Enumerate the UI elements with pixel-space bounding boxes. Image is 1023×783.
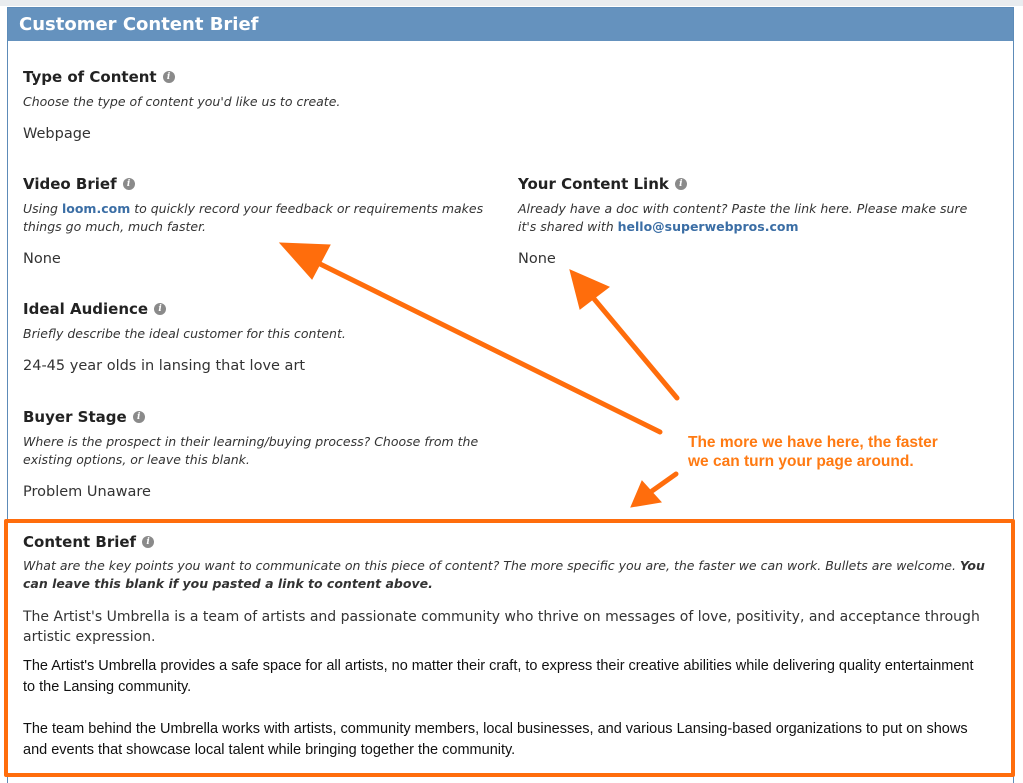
buyer-stage-hint: Where is the prospect in their learning/buying process? Choose from the existing options, or leave this blank. [23,434,479,467]
content-link-title: Your Content Link [518,175,669,193]
ideal-audience-value[interactable]: 24-45 year olds in lansing that love art [23,358,306,374]
info-icon[interactable]: i [142,536,154,548]
annotation-line-1: The more we have here, the faster [688,434,938,451]
video-brief-hint-suffix: to quickly record your feedback or requirements makes things go much, much faster. [23,201,484,234]
arrow-head-content-link [570,270,609,309]
arrow-to-video-brief [312,260,660,432]
content-brief-hint-text: What are the key points you want to communicate on this piece of content? The more specific you are, the faster we can work. Bullets are welcome. [23,558,960,573]
annotation-callout [688,433,978,471]
info-icon[interactable]: i [133,411,145,423]
type-of-content-hint: Choose the type of content you'd like us to create. [23,94,341,109]
buyer-stage-title: Buyer Stage [23,408,127,426]
type-of-content-value[interactable]: Webpage [23,126,91,142]
content-link-value[interactable]: None [518,251,556,267]
content-brief-paragraph: The team behind the Umbrella works with artists, community members, local businesses, and various Lansing-based organizations to put on shows and events that showcase local talent while bringing together the community. [23,721,968,758]
content-brief-title: Content Brief [23,533,137,551]
video-brief-hint-prefix: Using [23,201,62,216]
type-of-content-title: Type of Content [23,68,157,86]
info-icon[interactable]: i [163,71,175,83]
arrow-head-video-brief [280,243,330,279]
content-brief-hint-bold: You can leave this blank if you pasted a link to content above. [23,558,985,591]
email-link[interactable]: hello@superwebpros.com [617,219,799,234]
annotation-line-2: we can turn your page around. [688,453,914,470]
content-brief-paragraph: The Artist's Umbrella is a team of artists and passionate community who thrive on messages of love, positivity, and acceptance through artistic expression. [23,609,980,645]
info-icon[interactable]: i [123,178,135,190]
ideal-audience-hint: Briefly describe the ideal customer for this content. [23,326,346,341]
arrow-to-content-link [590,294,677,398]
info-icon[interactable]: i [675,178,687,190]
loom-link[interactable]: loom.com [61,201,131,216]
ideal-audience-title: Ideal Audience [23,300,149,318]
buyer-stage-value[interactable]: Problem Unaware [23,484,151,500]
arrow-to-content-brief [652,474,676,491]
info-icon[interactable]: i [154,303,166,315]
content-brief-paragraph: The Artist's Umbrella provides a safe space for all artists, no matter their craft, to express their creative abilities while delivering quality entertainment to the Lansing community. [23,658,974,695]
panel-title: Customer Content Brief [8,8,1013,41]
video-brief-value[interactable]: None [23,251,61,267]
content-link-hint-prefix: Already have a doc with content? Paste the link here. Please make sure it's shared with [518,201,968,234]
video-brief-title: Video Brief [23,175,117,193]
